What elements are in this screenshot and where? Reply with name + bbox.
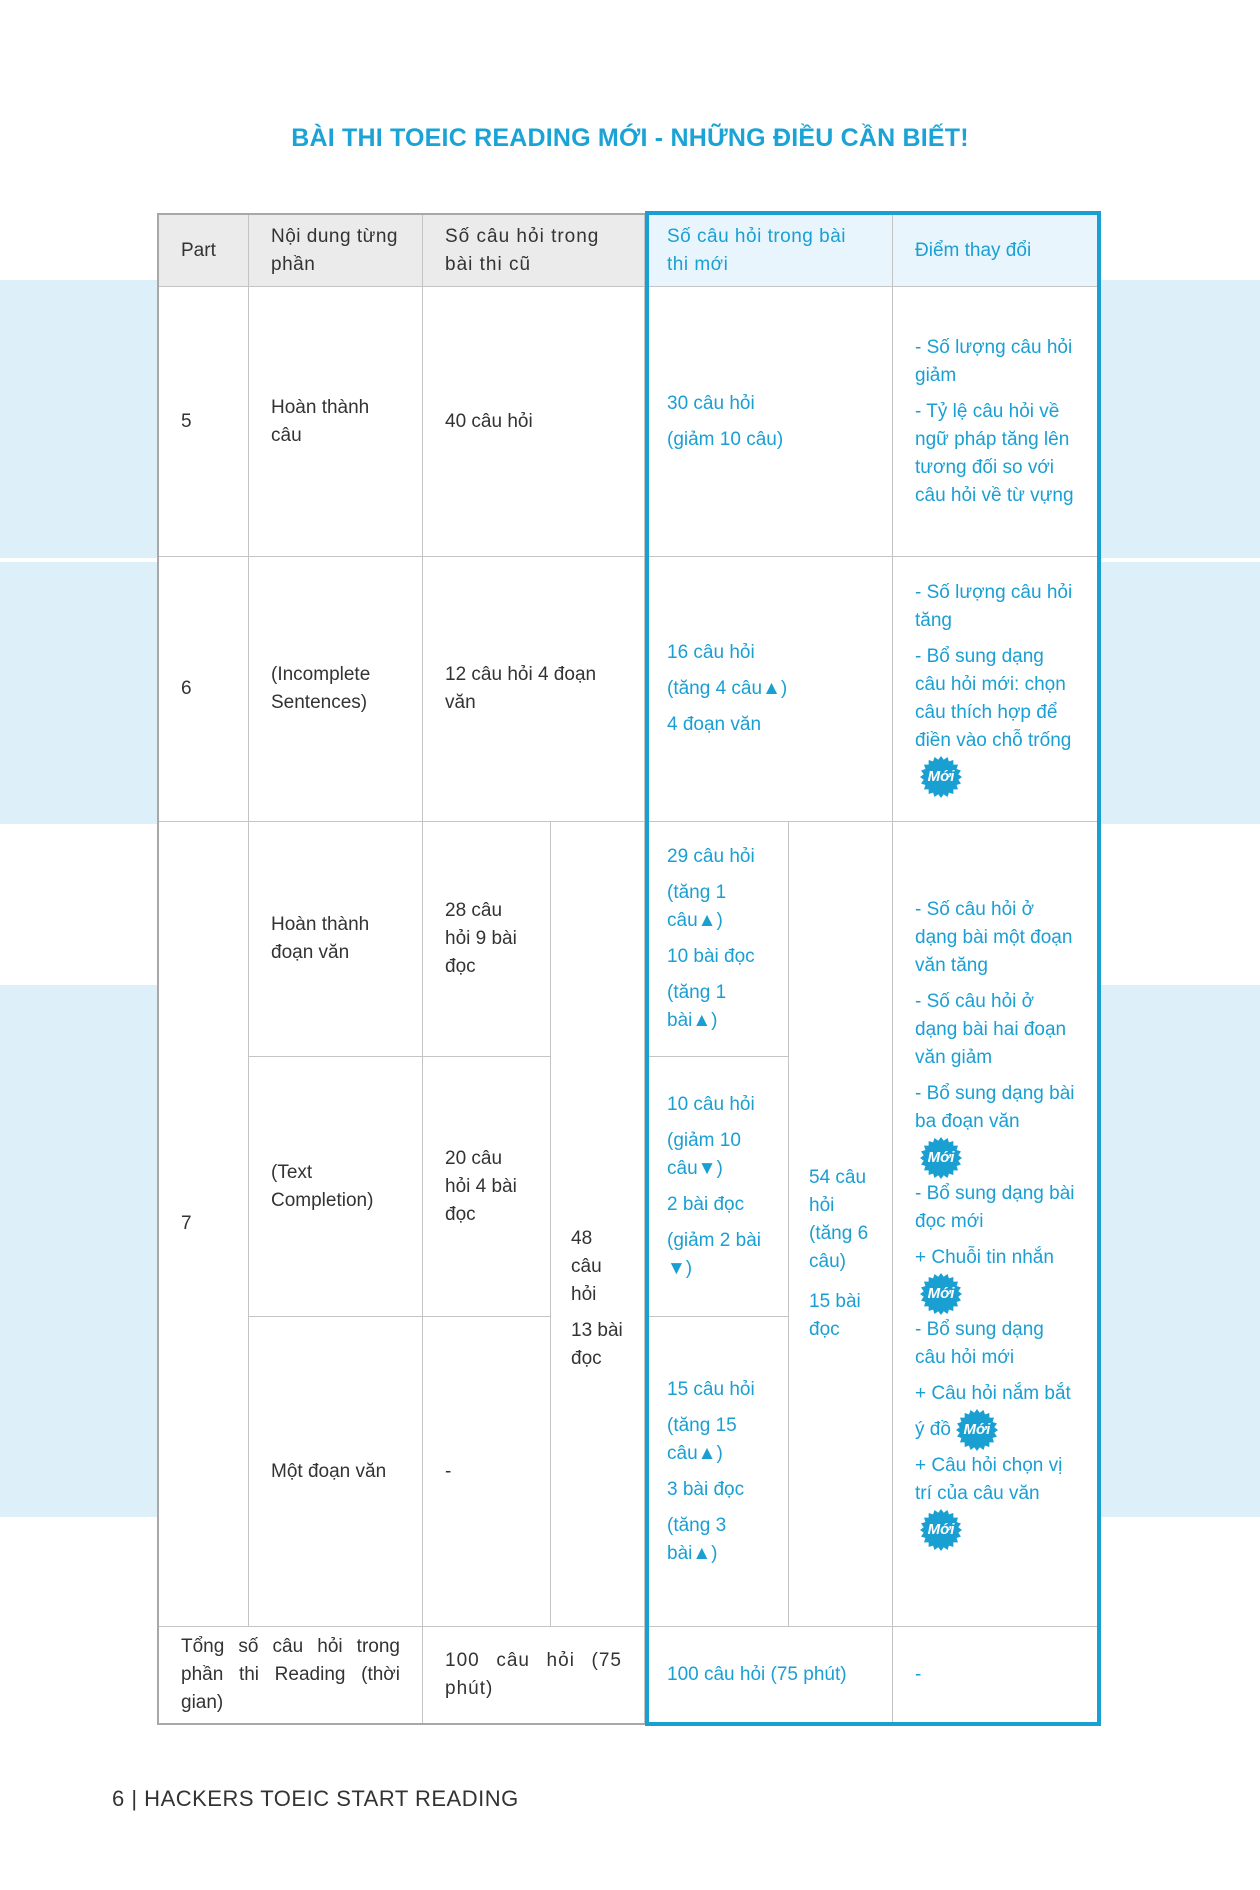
page-title: BÀI THI TOEIC READING MỚI - NHỮNG ĐIỀU CẦN BIẾT! [291, 124, 969, 152]
part7-new-total: 54 câu hỏi (tăng 6 câu) 15 bài đọc [789, 822, 893, 1627]
part6-old: 12 câu hỏi 4 đoạn văn [423, 557, 645, 822]
part7-changes: - Số câu hỏi ở dạng bài một đoạn văn tăng - Số câu hỏi ở dạng bài hai đoạn văn giảm - Bổ sung dạng bài ba đoạn văn Mới - Bổ sung dạng bài đọc mới + Chuỗi tin nhắn Mới - Bổ sung dạng câu hỏi mới + Câu hỏi nắm bắt ý đồ Mới + Câu hỏi chọn vị trí của câu văn Mới [893, 822, 1098, 1627]
new-badge-icon: Mới [919, 1272, 963, 1316]
part7-old-1: 28 câu hỏi 9 bài đọc [423, 822, 551, 1057]
comparison-table [157, 213, 1100, 1725]
part5-old: 40 câu hỏi [423, 287, 645, 557]
part6-number: 6 [159, 557, 249, 822]
part6-changes: - Số lượng câu hỏi tăng - Bổ sung dạng câu hỏi mới: chọn câu thích hợp để điền vào chỗ trống Mới [893, 557, 1098, 822]
new-badge-icon: Mới [955, 1408, 999, 1452]
total-old: 100 câu hỏi (75 phút) [423, 1627, 645, 1723]
total-new: 100 câu hỏi (75 phút) [645, 1627, 893, 1723]
header-changes: Điểm thay đổi [893, 215, 1098, 287]
total-label: Tổng số câu hỏi trong phần thi Reading (thời gian) [159, 1627, 423, 1723]
new-badge-icon: Mới [919, 1508, 963, 1552]
page-footer: 6 | HACKERS TOEIC START READING [112, 1786, 519, 1811]
new-badge-icon: Mới [919, 755, 963, 799]
part7-new-3: 15 câu hỏi (tăng 15 câu▲) 3 bài đọc (tăng 3 bài▲) [645, 1317, 789, 1627]
part7-old-2: 20 câu hỏi 4 bài đọc [423, 1057, 551, 1317]
part7-old-total: 48 câu hỏi 13 bài đọc [551, 822, 645, 1627]
new-badge-icon: Mới [919, 1136, 963, 1180]
header-part: Part [159, 215, 249, 287]
part7-content-2: (Text Completion) [249, 1057, 423, 1317]
header-content: Nội dung từng phần [249, 215, 423, 287]
total-changes: - [915, 1664, 922, 1685]
part7-new-2: 10 câu hỏi (giảm 10 câu▼) 2 bài đọc (giảm 2 bài ▼) [645, 1057, 789, 1317]
part7-number: 7 [159, 822, 249, 1627]
header-new-count: Số câu hỏi trong bài thi mới [645, 215, 893, 287]
part6-new: 16 câu hỏi (tăng 4 câu▲) 4 đoạn văn [645, 557, 893, 822]
part5-changes: - Số lượng câu hỏi giảm - Tỷ lệ câu hỏi về ngữ pháp tăng lên tương đối so với câu hỏi về từ vựng [893, 287, 1098, 557]
part7-old-3: - [423, 1317, 551, 1627]
header-old-count: Số câu hỏi trong bài thi cũ [423, 215, 645, 287]
part7-content-3: Một đoạn văn [249, 1317, 423, 1627]
part7-content-1: Hoàn thành đoạn văn [249, 822, 423, 1057]
part6-content: (Incomplete Sentences) [249, 557, 423, 822]
part7-new-1: 29 câu hỏi (tăng 1 câu▲) 10 bài đọc (tăng 1 bài▲) [645, 822, 789, 1057]
part5-content: Hoàn thành câu [249, 287, 423, 557]
part5-new: 30 câu hỏi (giảm 10 câu) [645, 287, 893, 557]
part5-number: 5 [159, 287, 249, 557]
